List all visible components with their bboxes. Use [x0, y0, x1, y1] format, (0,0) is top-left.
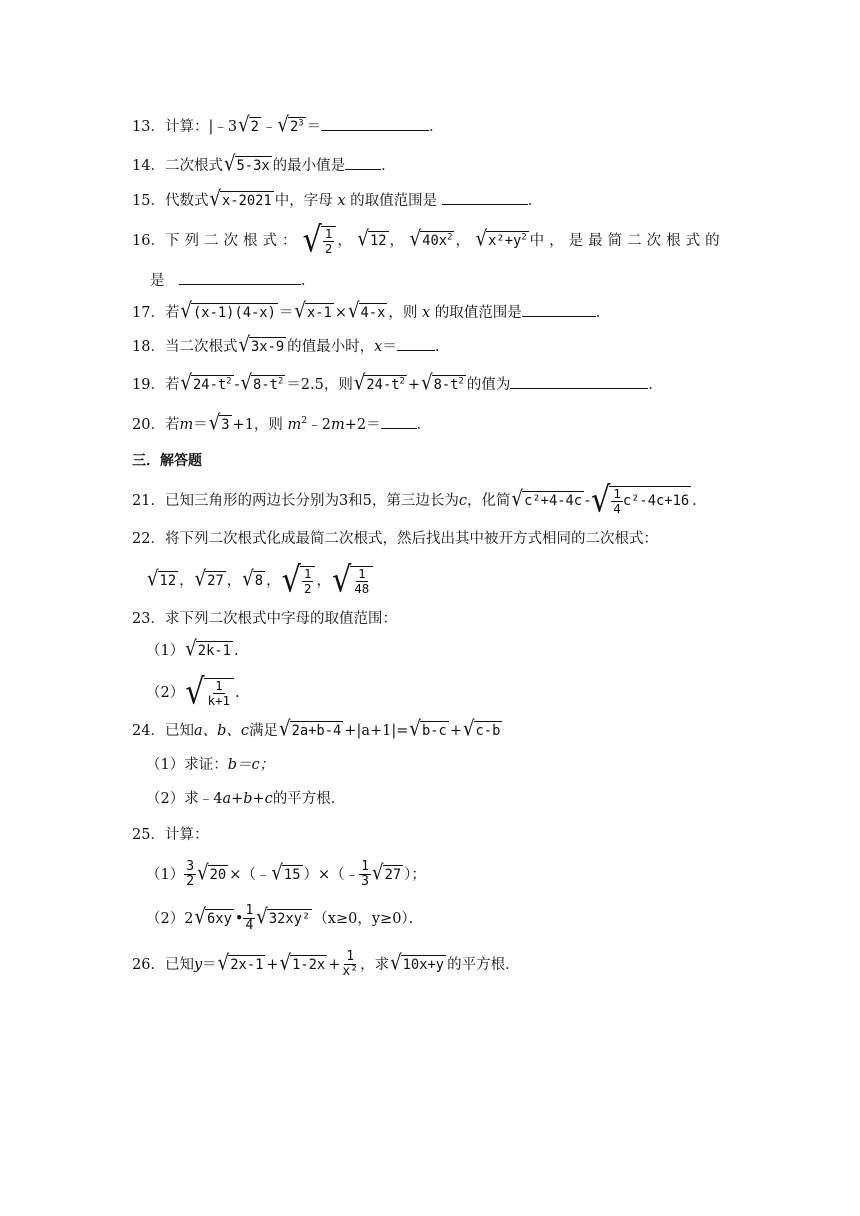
fraction	[206, 679, 232, 707]
question-21	[132, 480, 697, 521]
question-number: 23．	[132, 611, 165, 627]
radical: √ $x^2+y^2$	[475, 227, 527, 252]
radical: √ 2	[238, 113, 259, 138]
radicand: x²+y	[488, 233, 522, 250]
radical: √ 5-3x	[223, 152, 270, 177]
radicand: 20	[209, 867, 227, 884]
radicand: 10x+y	[402, 957, 445, 974]
radicand: 3x-9	[251, 339, 285, 356]
numerator: 1	[215, 678, 223, 693]
denominator: 2	[186, 874, 195, 890]
answer-blank[interactable]	[522, 302, 596, 317]
radical: √ 1-2x	[279, 951, 326, 976]
radicand: 4-x	[360, 305, 386, 322]
radicand: x-2021	[222, 193, 272, 210]
answer-blank[interactable]	[397, 336, 435, 351]
radical: √ c²+4-4c	[511, 487, 583, 512]
q19-pre: 若	[164, 377, 180, 393]
question-23-part1	[146, 637, 239, 662]
variable: y	[193, 956, 203, 973]
q18-equals: ＝	[382, 339, 397, 355]
radicand: 6xy	[207, 911, 232, 928]
radical: √ 27	[372, 861, 402, 886]
question-19	[132, 371, 663, 396]
radical: √ x-1	[294, 299, 332, 324]
answer-blank[interactable]	[321, 116, 429, 131]
numerator: 1	[346, 949, 355, 964]
radical: √ $\frac{1}{48}$	[332, 566, 373, 596]
question-25-part1	[146, 860, 426, 890]
q20-rest2: +2＝	[344, 417, 381, 433]
radicand: 27	[384, 867, 402, 884]
denominator: 2	[304, 580, 312, 596]
denominator: x²	[342, 964, 359, 980]
radical: √ 4-x	[347, 299, 386, 324]
part-label: （2）2	[146, 910, 194, 927]
radical: √ $24-t^2$	[180, 371, 232, 396]
q25-times1: ×（﹣	[229, 866, 271, 883]
fraction	[184, 860, 196, 890]
q17-equals: ＝	[278, 305, 294, 321]
radical: √ 15	[271, 861, 301, 886]
question-25-part2	[146, 904, 423, 934]
q20-rest: ﹣2	[307, 417, 332, 433]
q19-equals: ＝2.5，则	[286, 377, 353, 393]
radical: √ 2k-1	[185, 637, 231, 662]
question-number: 22．	[132, 531, 165, 547]
radicand: 24-t	[366, 377, 400, 394]
answer-blank[interactable]	[179, 270, 301, 285]
q24-plus: +	[449, 723, 462, 739]
q24-s2c: 的平方根．	[272, 791, 346, 807]
section-heading: 三．解答题	[132, 453, 202, 469]
radicand: 8	[254, 573, 264, 590]
radical: √ 12	[147, 567, 177, 592]
separator: ，	[179, 573, 194, 590]
denominator: k+1	[207, 692, 230, 708]
radical: √ 8	[242, 567, 264, 592]
part-label: （1）	[146, 866, 185, 883]
q13-equals: ＝	[306, 119, 322, 135]
q23-text: 求下列二次根式中字母的取值范围：	[164, 611, 397, 627]
radicand: 12	[159, 573, 177, 590]
radical: √ 2x-1	[217, 951, 264, 976]
numerator: 1	[358, 566, 366, 581]
radical: √ 3	[208, 411, 230, 436]
numerator: 1	[324, 226, 333, 241]
separator: ，	[226, 573, 242, 590]
fraction	[352, 567, 371, 595]
fraction	[611, 487, 622, 515]
question-number: 19．	[132, 377, 165, 393]
radical: √ $24-t^2$	[353, 371, 405, 396]
numerator: 1	[245, 903, 254, 918]
radicand: 24-t	[193, 377, 227, 394]
question-number: 25．	[132, 827, 165, 843]
question-26	[132, 950, 520, 980]
radical: √ $2^3$	[277, 113, 304, 138]
question-22-items	[146, 560, 374, 601]
fraction	[323, 227, 334, 255]
q13-text: 计算：|﹣3	[164, 119, 238, 135]
q23-end: .	[235, 685, 240, 702]
q25-times2: ）×（﹣	[303, 866, 360, 883]
q14-pre: 二次根式	[164, 158, 223, 174]
question-number: 17．	[132, 305, 165, 321]
q22-text: 将下列二次根式化成最简二次根式，然后找出其中被开方式相同的二次根式：	[164, 531, 658, 547]
part-label: （2）	[146, 685, 185, 702]
q16-post: 中，是最简二次根式的	[529, 233, 725, 250]
variable: x	[374, 339, 383, 355]
q19-minus: -	[234, 377, 240, 393]
question-number: 20．	[132, 417, 165, 433]
radical: √ b-c	[409, 717, 447, 742]
radicand: (x-1)(4-x)	[193, 305, 276, 322]
question-number: 26．	[132, 956, 165, 973]
exponent: 2	[301, 415, 308, 427]
q16-pre: 下列二次根式：	[164, 233, 302, 250]
radical: √ $8-t^2$	[240, 371, 284, 396]
radical: √ $8-t^2$	[421, 371, 464, 396]
radical: √ 3x-9	[238, 333, 285, 358]
radicand: 27	[207, 573, 224, 590]
question-18	[132, 333, 450, 358]
q24-s2: （2）求﹣4	[146, 791, 223, 807]
question-13	[132, 113, 444, 138]
question-24	[132, 717, 503, 742]
q20-pre: 若	[164, 417, 180, 433]
denominator: 2	[324, 240, 333, 256]
q26-post2: 的平方根．	[447, 956, 520, 973]
radicand: 15	[283, 867, 301, 884]
answer-blank[interactable]	[381, 414, 417, 429]
fraction	[243, 904, 255, 934]
radicand: 8-t	[433, 377, 459, 394]
radicand: 2	[289, 119, 299, 136]
radicand: c²-4c+16	[622, 493, 690, 510]
q21-end: .	[692, 493, 697, 510]
q18-end: ．	[434, 339, 450, 355]
question-15	[132, 187, 543, 212]
separator: ，	[316, 573, 331, 590]
q21-text: 已知三角形的两边长分别为3和5，第三边长为	[164, 493, 459, 510]
question-20	[132, 411, 432, 436]
radicand: 5-3x	[236, 158, 270, 175]
q24-s1: （1）求证：	[146, 757, 228, 773]
q21-post: ，化简	[467, 493, 511, 510]
numerator: 1	[361, 859, 370, 874]
q24-abs: +|a+1|=	[344, 723, 409, 739]
denominator: 3	[361, 874, 370, 890]
q17-end: ．	[595, 305, 611, 321]
denominator: 4	[613, 500, 621, 516]
q15-pre: 代数式	[164, 193, 209, 209]
radicand: c-b	[475, 723, 501, 740]
q25-text: 计算：	[164, 827, 209, 843]
radical: √ 6xy	[194, 905, 232, 930]
q15-end: ．	[527, 193, 543, 209]
question-23	[132, 608, 397, 630]
question-17	[132, 299, 611, 324]
question-number: 24．	[132, 723, 165, 739]
q13-end: ．	[429, 119, 444, 135]
radicand: 1-2x	[292, 957, 326, 974]
q18-pre: 当二次根式	[164, 339, 238, 355]
radicand: 32xy²	[268, 911, 311, 928]
denominator: 4	[245, 918, 254, 934]
radical: √ 20	[197, 861, 227, 886]
radical: √ 32xy²	[256, 905, 311, 930]
variable: m	[331, 417, 345, 433]
question-number: 21．	[132, 493, 165, 510]
radicand: 3	[221, 417, 230, 434]
variable: m	[287, 417, 302, 433]
q14-end: ．	[381, 158, 396, 174]
question-16: 16．下列二次根式： √ $\frac{1}{2}$ ， √ 12 ， √ $40x^2$ ， √ $x^2+y^2$ 中，是最简二次根式的	[132, 220, 725, 261]
question-number: 16．	[132, 233, 165, 250]
fraction	[302, 567, 313, 595]
question-number: 18．	[132, 339, 165, 355]
q20-end: ．	[416, 417, 432, 433]
q24-pre: 已知	[164, 723, 194, 739]
radical: √ (x-1)(4-x)	[180, 299, 276, 324]
q26-plus: +	[266, 956, 279, 973]
radicand: c²+4-4c	[524, 493, 583, 510]
radical: √ $\frac{1}{2}$	[302, 226, 336, 256]
numerator: 1	[613, 486, 621, 501]
q18-post: 的值最小时，	[287, 339, 375, 355]
q15-post: 的取值范围是	[350, 193, 438, 209]
q17-times: ×	[334, 305, 347, 321]
q20-equals: ＝	[193, 417, 208, 433]
variable: x	[337, 193, 346, 209]
q15-mid: 中，字母	[274, 193, 333, 209]
separator: ，	[266, 573, 281, 590]
q21-minus: -	[585, 493, 590, 510]
q17-post2: 的取值范围是	[434, 305, 522, 321]
q17-post: ，则	[388, 305, 418, 321]
variable: c	[458, 493, 468, 510]
q16-line2: 是	[150, 273, 165, 289]
radical: √ $40x^2$	[409, 227, 453, 252]
part-label: （1）	[146, 643, 185, 659]
q24-s2b: a+b+c	[222, 791, 273, 807]
question-14	[132, 152, 396, 177]
q23-end: .	[233, 643, 239, 659]
radicand: 12	[369, 233, 387, 250]
radical: √ c-b	[462, 717, 501, 742]
q24-mid: 满足	[249, 723, 279, 739]
answer-blank[interactable]	[510, 374, 648, 389]
q25-end1: ）；	[404, 866, 426, 883]
question-16-line2	[150, 270, 316, 292]
q19-post: 的值为	[466, 377, 511, 393]
radicand: b-c	[421, 723, 447, 740]
radical: √ x-2021	[209, 187, 272, 212]
radical: √ $\frac{1}{4}$ c²-4c+16	[591, 480, 690, 521]
question-22	[132, 528, 658, 550]
question-number: 14．	[132, 158, 165, 174]
variables: a、b、c	[193, 723, 250, 739]
q16-end: ．	[301, 273, 316, 289]
q13-minus: ﹣	[261, 119, 277, 135]
q25-cond: （x≥0，y≥0）．	[313, 910, 424, 927]
q26-equals: ＝	[202, 956, 217, 973]
numerator: 1	[304, 566, 312, 581]
q20-plus: +1，则	[232, 417, 283, 433]
q26-post: ，求	[360, 956, 390, 973]
radicand: 40x	[422, 233, 448, 250]
q24-s1b: b＝c；	[227, 757, 275, 773]
radical: √ $\frac{1}{k+1}$	[185, 678, 234, 708]
radicand: 2x-1	[230, 957, 264, 974]
fraction	[359, 860, 371, 890]
q26-plus2: +	[328, 956, 341, 973]
question-24-part1	[146, 754, 274, 776]
question-23-part2	[146, 672, 240, 713]
question-25	[132, 824, 208, 846]
radical: √ 27	[194, 567, 224, 592]
fraction	[340, 950, 360, 980]
q25-dot: •	[234, 910, 244, 927]
radical: √ 10x+y	[390, 951, 445, 976]
exponent: 3	[298, 118, 304, 129]
q17-pre: 若	[164, 305, 180, 321]
q19-plus: +	[407, 377, 421, 393]
numerator: 3	[186, 859, 195, 874]
q14-post: 的最小值是	[272, 158, 346, 174]
variable: m	[179, 417, 194, 433]
denominator: 48	[354, 580, 370, 596]
radicand: 2a+b-4	[291, 723, 342, 740]
radicand: 8-t	[253, 377, 278, 394]
radicand: 2	[250, 119, 259, 136]
question-number: 15．	[132, 193, 165, 209]
radical: √ 12	[357, 227, 387, 252]
q19-end: ．	[648, 377, 663, 393]
variable: x	[422, 305, 431, 321]
answer-blank[interactable]	[442, 190, 528, 205]
radical: √ 2a+b-4	[279, 717, 342, 742]
q26-pre: 已知	[164, 956, 194, 973]
radical: √ $\frac{1}{2}$	[282, 566, 316, 596]
radicand: 2k-1	[197, 643, 231, 660]
radicand: x-1	[306, 305, 332, 322]
question-number: 13．	[132, 119, 165, 135]
answer-blank[interactable]	[345, 155, 381, 170]
question-24-part2	[146, 788, 345, 810]
